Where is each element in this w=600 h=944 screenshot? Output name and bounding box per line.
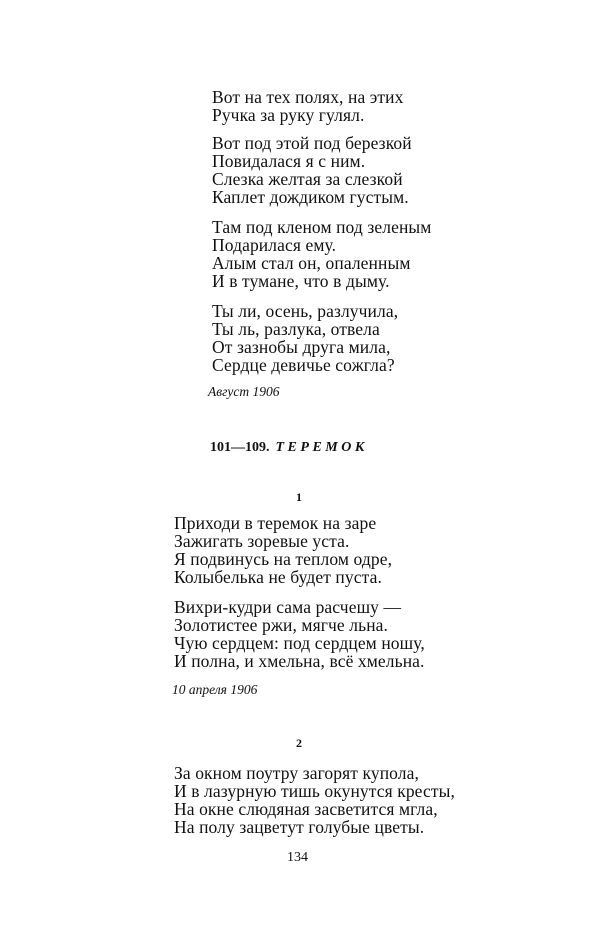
verse-line: Сердце девичье сожгла? (212, 355, 395, 375)
cycle-number: 101—109. (210, 440, 270, 455)
page-number: 134 (287, 850, 308, 865)
verse-line: Каплет дождиком густым. (212, 187, 409, 207)
verse-line: Золотистее ржи, мягче льна. (174, 615, 388, 635)
verse-line: На полу зацветут голубые цветы. (174, 817, 425, 837)
verse-line: Я подвинусь на теплом одре, (174, 549, 393, 569)
verse-line: И в лазурную тишь окунутся кресты, (174, 781, 455, 801)
verse-line: Зажигать зоревые уста. (174, 531, 350, 551)
verse-line: Вот под этой под березкой (212, 133, 412, 153)
cycle-title: ТЕРЕМОК (275, 440, 368, 455)
verse-line: Слезка желтая за слезкой (212, 169, 403, 189)
verse-line: Колыбелька не будет пуста. (174, 567, 382, 587)
poem-date: 10 апреля 1906 (172, 682, 258, 697)
cycle-heading (210, 440, 368, 456)
verse-line: И полна, и хмельна, всё хмельна. (174, 651, 425, 671)
verse-line: И в тумане, что в дыму. (212, 271, 390, 291)
verse-line: От зазнобы друга мила, (212, 337, 391, 357)
poem-number: 2 (296, 736, 302, 750)
verse-line: Чую сердцем: под сердцем ношу, (174, 633, 425, 653)
verse-line: Приходи в теремок на заре (174, 513, 377, 533)
verse-line: Подарилася ему. (212, 235, 337, 255)
poem-number: 1 (296, 490, 302, 504)
verse-line: Ты ль, разлука, отвела (212, 319, 380, 339)
verse-line: Ты ли, осень, разлучила, (212, 301, 399, 321)
verse-line: Алым стал он, опаленным (212, 253, 411, 273)
verse-line: Вихри-кудри сама расчешу — (174, 597, 402, 617)
verse-line: Там под кленом под зеленым (212, 217, 432, 237)
verse-line: Повидалася я с ним. (212, 151, 366, 171)
verse-line: За окном поутру загорят купола, (174, 763, 419, 783)
verse-line: На окне слюдяная засветится мгла, (174, 799, 438, 819)
verse-line: Ручка за руку гулял. (212, 105, 365, 125)
verse-line: Вот на тех полях, на этих (212, 87, 404, 107)
poem-date: Август 1906 (208, 384, 280, 399)
